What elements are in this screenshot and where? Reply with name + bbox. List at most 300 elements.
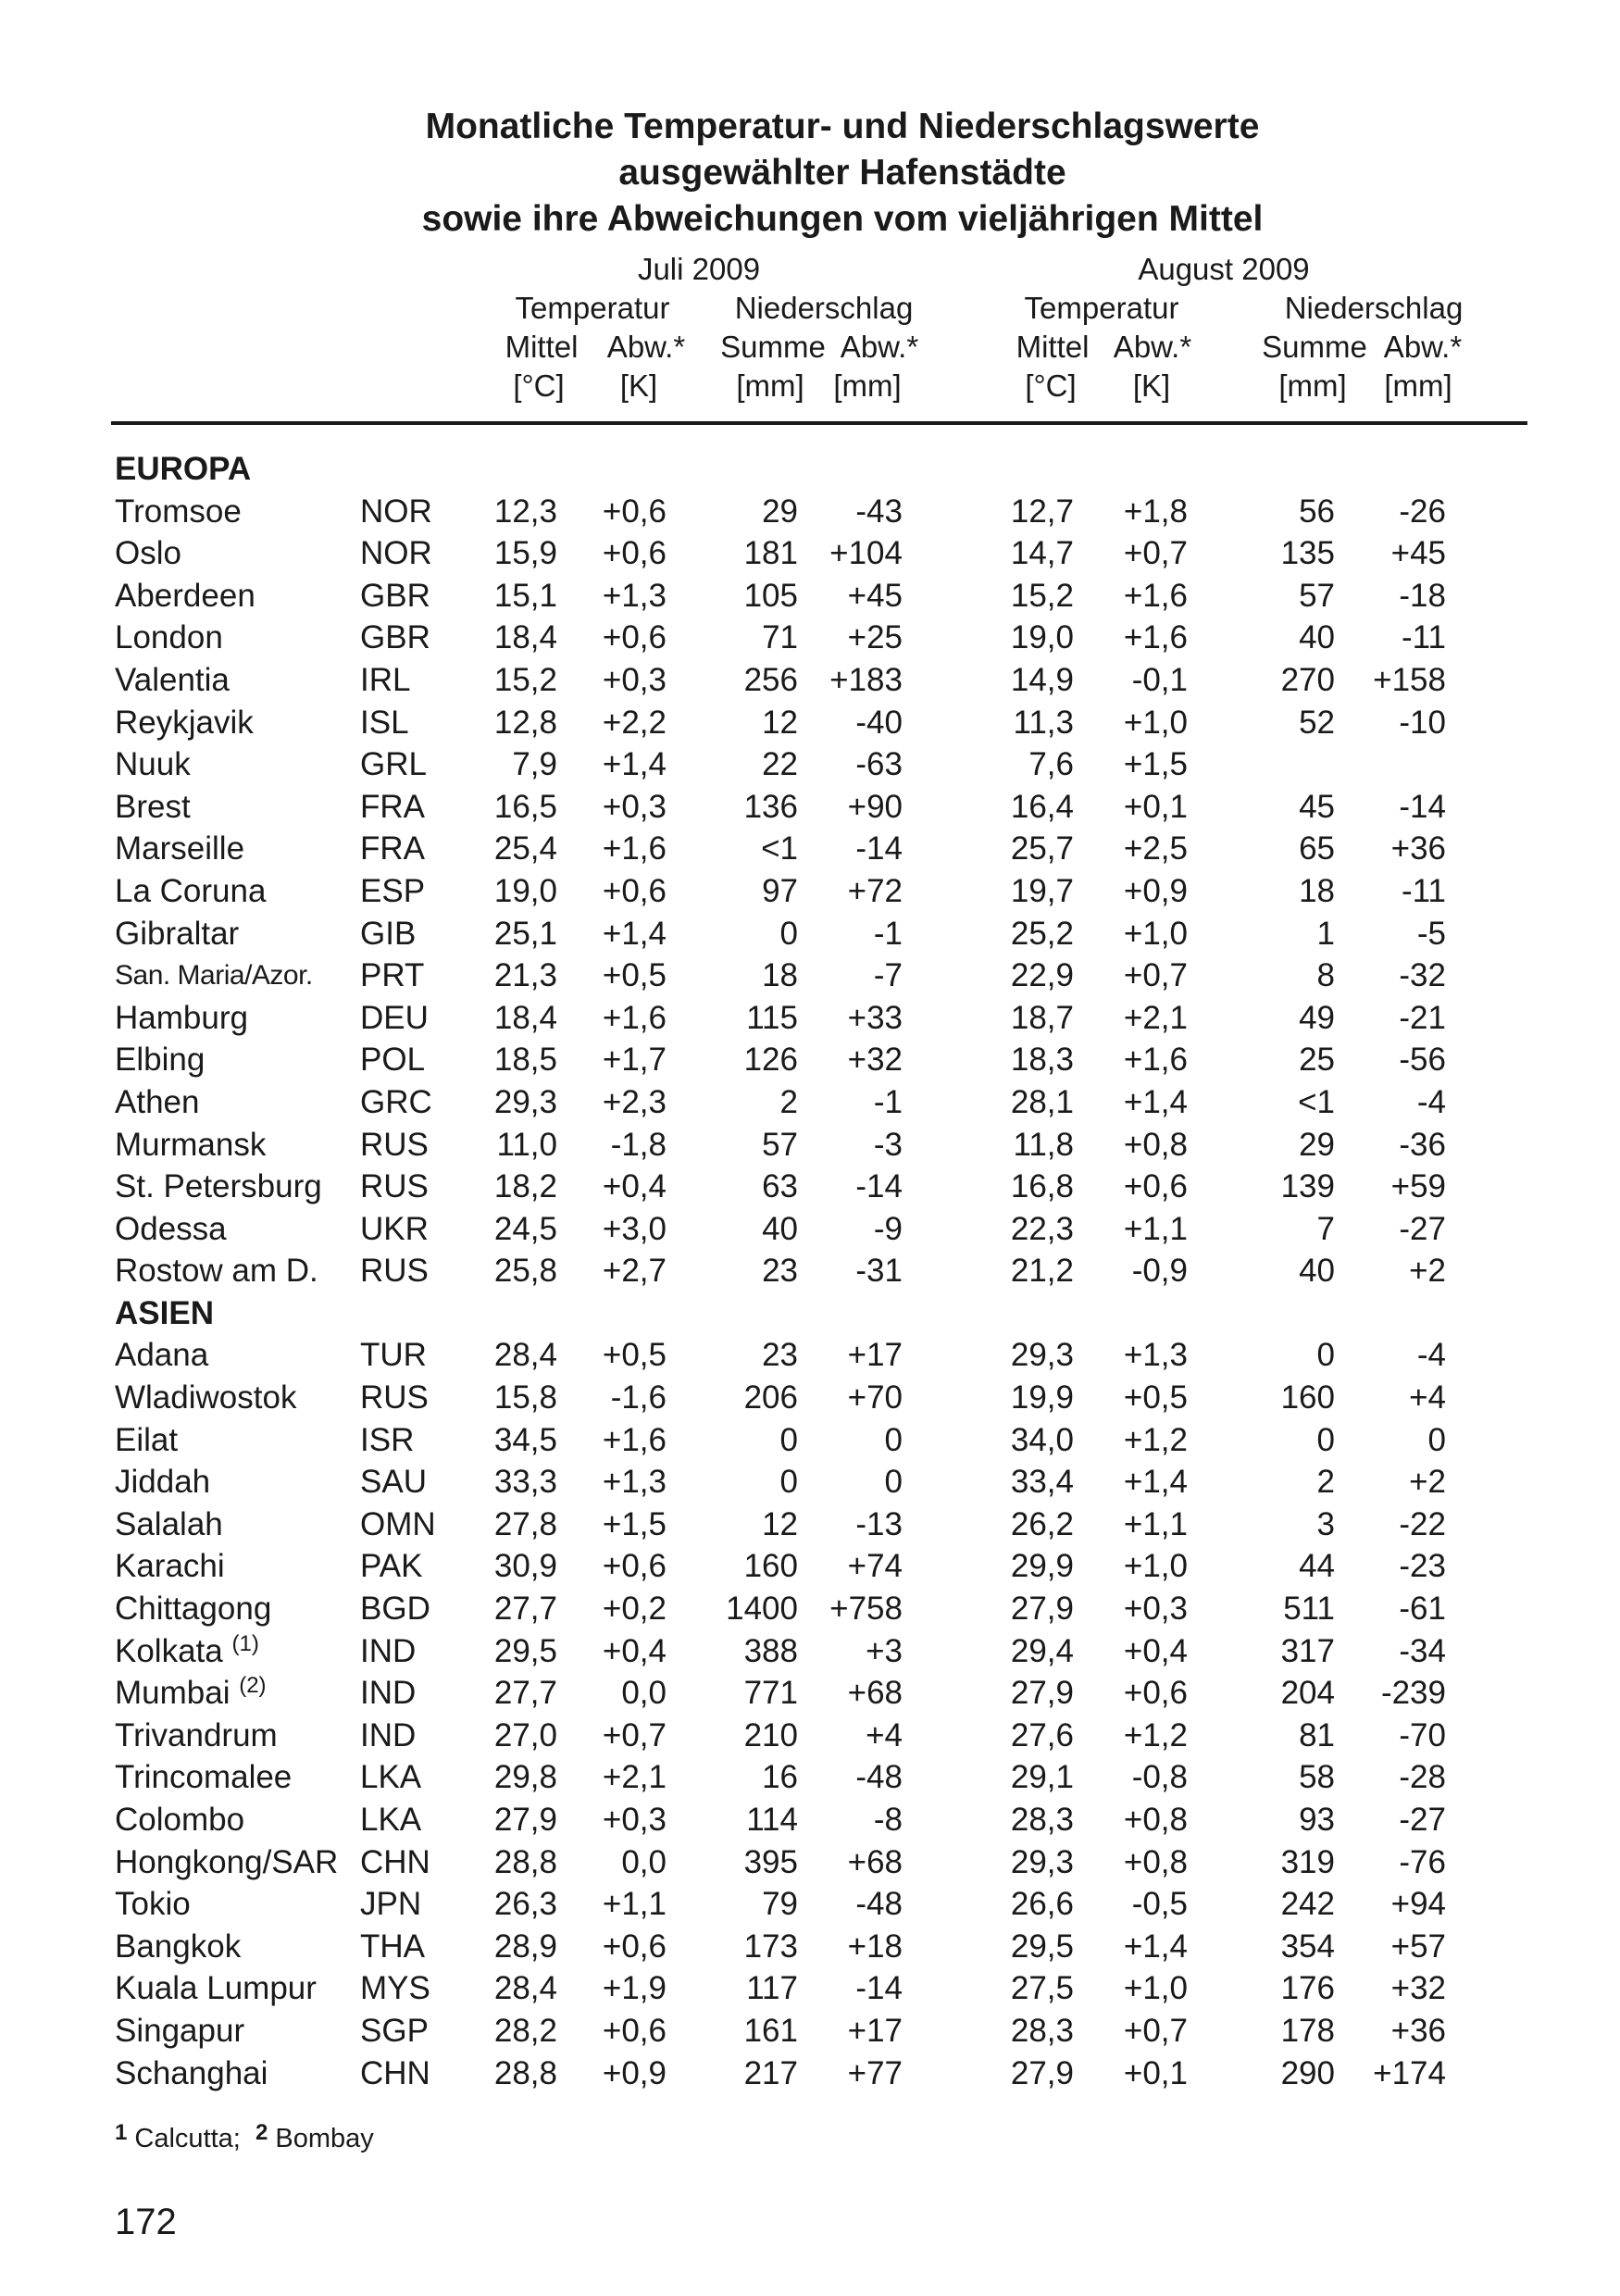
aug-temp-mean: 29,3: [1010, 1337, 1074, 1374]
aug-precip-sum: 1: [1316, 915, 1335, 952]
country-code: IND: [360, 1675, 417, 1712]
jul-temp-mean: 28,4: [493, 1337, 557, 1374]
jul-temp-mean: 27,7: [493, 1675, 557, 1712]
jul-temp-deviation: +2,7: [602, 1253, 667, 1290]
jul-precip-deviation: -63: [855, 746, 903, 783]
country-code: SGP: [360, 2012, 429, 2049]
city-name: [115, 1124, 266, 1167]
header-mittel-jul: Mittel: [505, 330, 579, 364]
country-code: NOR: [360, 535, 432, 572]
jul-temp-mean: 29,5: [493, 1632, 557, 1669]
city-label: Elbing: [115, 1042, 206, 1079]
table-row: [0, 575, 1620, 618]
aug-temp-deviation: +1,6: [1123, 577, 1188, 614]
country-code: ISL: [360, 704, 409, 741]
jul-precip-deviation: +68: [847, 1675, 903, 1712]
city-name: [115, 575, 255, 618]
jul-precip-deviation: +3: [866, 1632, 903, 1669]
footnote-mark-1: 1: [115, 2120, 128, 2145]
aug-temp-deviation: -0,5: [1131, 1886, 1188, 1923]
city-label: Oslo: [115, 535, 181, 572]
jul-temp-deviation: +2,2: [602, 704, 667, 741]
aug-temp-mean: 27,5: [1010, 1970, 1074, 2007]
jul-precip-sum: 63: [762, 1168, 798, 1205]
jul-temp-deviation: +0,6: [602, 493, 667, 530]
jul-temp-mean: 28,4: [493, 1970, 557, 2007]
country-code: POL: [360, 1042, 426, 1079]
jul-temp-mean: 30,9: [493, 1548, 557, 1585]
country-code: PAK: [360, 1548, 423, 1585]
document-title: [0, 104, 1620, 243]
jul-temp-mean: 7,9: [512, 746, 557, 783]
jul-temp-mean: 25,4: [493, 830, 557, 867]
country-code: IRL: [360, 661, 411, 698]
jul-precip-deviation: +18: [847, 1928, 903, 1965]
aug-precip-sum: 204: [1280, 1675, 1335, 1712]
aug-precip-sum: 29: [1299, 1126, 1335, 1163]
aug-precip-deviation: -18: [1399, 577, 1446, 614]
aug-precip-deviation: -14: [1399, 788, 1446, 825]
section-name: EUROPA: [115, 451, 252, 487]
jul-temp-mean: 28,9: [493, 1928, 557, 1965]
jul-precip-deviation: +68: [847, 1843, 903, 1880]
city-label: Adana: [115, 1337, 209, 1374]
jul-precip-deviation: -7: [873, 957, 903, 994]
city-label: Hongkong/SAR: [115, 1843, 339, 1880]
jul-temp-mean: 11,0: [496, 1126, 557, 1163]
jul-precip-deviation: +17: [847, 1337, 903, 1374]
aug-precip-deviation: +45: [1390, 535, 1446, 572]
country-code: NOR: [360, 493, 432, 530]
country-code: SAU: [360, 1464, 427, 1501]
jul-temp-deviation: +0,3: [602, 788, 667, 825]
header-temperatur-jul: Temperatur: [515, 291, 670, 325]
aug-precip-deviation: -5: [1416, 915, 1446, 952]
table-row: [0, 2053, 1620, 2095]
aug-temp-deviation: +1,2: [1123, 1421, 1188, 1458]
city-label: St. Petersburg: [115, 1168, 322, 1205]
city-label: Eilat: [115, 1421, 179, 1458]
aug-temp-deviation: +1,0: [1123, 1548, 1188, 1585]
city-label: Hamburg: [115, 999, 248, 1036]
header-summe-aug: Summe: [1262, 330, 1367, 364]
jul-precip-sum: 0: [779, 915, 798, 952]
jul-precip-deviation: +183: [829, 661, 903, 698]
aug-temp-deviation: +1,5: [1123, 746, 1188, 783]
aug-temp-mean: 12,7: [1010, 493, 1074, 530]
city-name: [115, 491, 242, 533]
title-line-1: Monatliche Temperatur- und Niederschlagswerte: [425, 106, 1260, 146]
city-label: Marseille: [115, 830, 245, 867]
table-row: [0, 1039, 1620, 1081]
city-label: Jiddah: [115, 1464, 211, 1501]
jul-precip-sum: 29: [762, 493, 798, 530]
city-label: Chittagong: [115, 1591, 272, 1628]
city-label: La Coruna: [115, 872, 267, 909]
aug-precip-deviation: -11: [1402, 619, 1446, 656]
aug-temp-mean: 29,9: [1010, 1548, 1074, 1585]
aug-temp-mean: 29,3: [1010, 1843, 1074, 1880]
country-code: GBR: [360, 619, 430, 656]
aug-temp-deviation: +1,2: [1123, 1716, 1188, 1753]
city-name: [115, 955, 313, 997]
country-code: RUS: [360, 1253, 429, 1290]
city-name: [115, 532, 181, 575]
aug-temp-deviation: +0,7: [1123, 957, 1188, 994]
aug-temp-deviation: +0,7: [1123, 535, 1188, 572]
aug-precip-deviation: +2: [1409, 1464, 1446, 1501]
country-code: CHN: [360, 2054, 430, 2091]
header-mittel-aug: Mittel: [1016, 330, 1090, 364]
aug-precip-sum: 0: [1316, 1337, 1335, 1374]
aug-temp-deviation: +0,7: [1123, 2012, 1188, 2049]
jul-precip-sum: 0: [779, 1421, 798, 1458]
aug-temp-mean: 22,9: [1010, 957, 1074, 994]
aug-temp-mean: 16,8: [1010, 1168, 1074, 1205]
unit-k-jul: [K]: [619, 368, 658, 403]
jul-temp-deviation: +0,5: [602, 1337, 667, 1374]
aug-precip-sum: 0: [1316, 1421, 1335, 1458]
aug-temp-deviation: +0,5: [1123, 1379, 1188, 1416]
jul-precip-sum: 136: [743, 788, 798, 825]
city-label: Mumbai: [115, 1675, 231, 1712]
city-label: Schanghai: [115, 2054, 268, 2091]
city-name: [115, 786, 191, 829]
country-code: RUS: [360, 1379, 429, 1416]
jul-precip-sum: <1: [761, 830, 798, 867]
table-row: [0, 1208, 1620, 1251]
jul-temp-deviation: +1,4: [602, 915, 667, 952]
jul-temp-mean: 24,5: [493, 1210, 557, 1247]
jul-precip-deviation: -48: [855, 1759, 903, 1796]
page-number: 172: [115, 2202, 177, 2242]
city-name: [115, 1208, 227, 1251]
table-row: [0, 1841, 1620, 1884]
aug-precip-sum: 40: [1299, 619, 1335, 656]
city-label: Colombo: [115, 1802, 245, 1838]
aug-temp-mean: 26,2: [1010, 1505, 1074, 1542]
jul-temp-deviation: +1,3: [602, 1464, 667, 1501]
aug-precip-deviation: -27: [1399, 1210, 1446, 1247]
header-summe-jul: Summe: [720, 330, 826, 364]
jul-temp-mean: 29,3: [493, 1083, 557, 1120]
aug-precip-sum: 45: [1299, 788, 1335, 825]
city-name: [115, 1250, 318, 1292]
aug-precip-sum: <1: [1298, 1083, 1335, 1120]
aug-precip-deviation: -34: [1399, 1632, 1446, 1669]
city-label: Rostow am D.: [115, 1253, 318, 1290]
jul-temp-mean: 33,3: [493, 1464, 557, 1501]
table-row: [0, 532, 1620, 575]
jul-temp-mean: 15,2: [493, 661, 557, 698]
jul-precip-deviation: 0: [884, 1421, 903, 1458]
jul-precip-sum: 126: [743, 1042, 798, 1079]
country-code: FRA: [360, 830, 425, 867]
jul-precip-sum: 173: [743, 1928, 798, 1965]
city-name: [115, 1419, 178, 1462]
section-header: [0, 1292, 1620, 1335]
country-code: FRA: [360, 788, 425, 825]
aug-precip-sum: 178: [1280, 2012, 1335, 2049]
table-row: [0, 1504, 1620, 1546]
jul-temp-mean: 27,0: [493, 1716, 557, 1753]
aug-precip-deviation: +174: [1373, 2054, 1446, 2091]
jul-precip-deviation: +758: [829, 1591, 903, 1628]
table-row: [0, 1081, 1620, 1124]
country-code: DEU: [360, 999, 429, 1036]
jul-precip-sum: 2: [779, 1083, 798, 1120]
aug-precip-sum: 319: [1280, 1843, 1335, 1880]
jul-temp-mean: 25,1: [493, 915, 557, 952]
city-label: Singapur: [115, 2012, 245, 2049]
table-row: [0, 1461, 1620, 1504]
aug-temp-deviation: +0,8: [1123, 1843, 1188, 1880]
jul-temp-mean: 28,8: [493, 1843, 557, 1880]
unit-mm-abw-jul: [mm]: [833, 368, 902, 403]
city-label: Aberdeen: [115, 577, 255, 614]
aug-temp-mean: 29,5: [1010, 1928, 1074, 1965]
aug-precip-sum: 81: [1299, 1716, 1335, 1753]
jul-temp-deviation: +0,5: [602, 957, 667, 994]
footnote-ref: (2): [239, 1673, 267, 1699]
aug-precip-sum: 3: [1316, 1505, 1335, 1542]
jul-precip-deviation: +33: [847, 999, 903, 1036]
aug-temp-mean: 33,4: [1010, 1464, 1074, 1501]
aug-precip-deviation: +2: [1409, 1253, 1446, 1290]
period-august: August 2009: [1138, 252, 1310, 286]
table-row: [0, 913, 1620, 955]
jul-precip-sum: 0: [779, 1464, 798, 1501]
country-code: IND: [360, 1632, 417, 1669]
aug-temp-deviation: +0,8: [1123, 1802, 1188, 1838]
aug-precip-sum: 52: [1299, 704, 1335, 741]
aug-precip-sum: 65: [1299, 830, 1335, 867]
city-name: [115, 1166, 322, 1208]
jul-precip-deviation: 0: [884, 1464, 903, 1501]
jul-precip-sum: 114: [746, 1802, 798, 1838]
country-code: GIB: [360, 915, 417, 952]
city-name: [115, 1883, 191, 1926]
jul-precip-deviation: -43: [855, 493, 903, 530]
aug-precip-sum: 25: [1299, 1042, 1335, 1079]
jul-temp-deviation: -1,6: [610, 1379, 667, 1416]
aug-precip-sum: 354: [1280, 1928, 1335, 1965]
aug-temp-deviation: +2,5: [1123, 830, 1188, 867]
aug-temp-deviation: -0,9: [1131, 1253, 1188, 1290]
aug-precip-sum: 135: [1280, 535, 1335, 572]
jul-temp-deviation: +1,4: [602, 746, 667, 783]
jul-temp-deviation: +1,5: [602, 1505, 667, 1542]
country-code: TUR: [360, 1337, 427, 1374]
jul-temp-deviation: +0,6: [602, 535, 667, 572]
jul-precip-deviation: -40: [855, 704, 903, 741]
aug-temp-deviation: -0,1: [1131, 661, 1188, 698]
aug-temp-deviation: +1,3: [1123, 1337, 1188, 1374]
jul-precip-deviation: -9: [873, 1210, 903, 1247]
jul-precip-sum: 79: [762, 1886, 798, 1923]
aug-precip-sum: 57: [1299, 577, 1335, 614]
aug-temp-mean: 29,4: [1010, 1632, 1074, 1669]
city-label: London: [115, 619, 223, 656]
country-code: LKA: [360, 1802, 422, 1838]
table-row: [0, 1377, 1620, 1419]
table-row: [0, 1756, 1620, 1799]
aug-precip-sum: 176: [1280, 1970, 1335, 2007]
jul-temp-deviation: +2,1: [602, 1759, 667, 1796]
country-code: JPN: [360, 1886, 422, 1923]
city-label: Athen: [115, 1083, 200, 1120]
aug-temp-deviation: +0,8: [1123, 1126, 1188, 1163]
table-row: [0, 828, 1620, 870]
city-name: [115, 1377, 296, 1419]
country-code: GRL: [360, 746, 427, 783]
table-row: [0, 617, 1620, 659]
aug-temp-deviation: +1,6: [1123, 619, 1188, 656]
aug-precip-sum: 40: [1299, 1253, 1335, 1290]
country-code: LKA: [360, 1759, 422, 1796]
jul-temp-mean: 29,8: [493, 1759, 557, 1796]
aug-precip-deviation: -23: [1399, 1548, 1446, 1585]
country-code: GBR: [360, 577, 430, 614]
aug-precip-deviation: -32: [1399, 957, 1446, 994]
jul-temp-deviation: +1,7: [602, 1042, 667, 1079]
aug-temp-deviation: +0,9: [1123, 872, 1188, 909]
aug-temp-deviation: +1,0: [1123, 915, 1188, 952]
jul-precip-deviation: +70: [847, 1379, 903, 1416]
jul-precip-deviation: -14: [855, 1168, 903, 1205]
jul-temp-mean: 28,8: [493, 2054, 557, 2091]
aug-temp-deviation: +1,6: [1123, 1042, 1188, 1079]
city-name: [115, 1672, 267, 1718]
aug-precip-sum: 93: [1299, 1802, 1335, 1838]
jul-temp-mean: 18,4: [493, 619, 557, 656]
city-name: [115, 870, 266, 913]
aug-precip-sum: 2: [1316, 1464, 1335, 1501]
jul-temp-mean: 18,4: [493, 999, 557, 1036]
unit-k-aug: [K]: [1132, 368, 1171, 403]
city-name: [115, 1039, 205, 1081]
aug-temp-mean: 21,2: [1010, 1253, 1074, 1290]
aug-precip-deviation: -11: [1402, 872, 1446, 909]
city-label: Kuala Lumpur: [115, 1970, 317, 2007]
jul-temp-deviation: -1,8: [610, 1126, 667, 1163]
unit-mm-sum-jul: [mm]: [736, 368, 804, 403]
aug-precip-deviation: -239: [1380, 1675, 1446, 1712]
country-code: GRC: [360, 1083, 432, 1120]
jul-temp-deviation: +1,1: [602, 1886, 667, 1923]
country-code: OMN: [360, 1505, 436, 1542]
aug-precip-deviation: +36: [1390, 830, 1446, 867]
title-line-3: sowie ihre Abweichungen vom vieljährigen Mittel: [421, 199, 1264, 239]
footnote-ref: (1): [231, 1630, 259, 1656]
aug-temp-mean: 34,0: [1010, 1421, 1074, 1458]
jul-temp-deviation: +1,6: [602, 1421, 667, 1458]
jul-temp-mean: 27,9: [493, 1802, 557, 1838]
aug-temp-deviation: +1,1: [1123, 1505, 1188, 1542]
jul-precip-sum: 217: [743, 2054, 798, 2091]
jul-precip-sum: 181: [743, 535, 798, 572]
jul-precip-sum: 388: [743, 1632, 798, 1669]
data-table: [0, 448, 1620, 2094]
header-abw-temp-aug: Abw.*: [1113, 330, 1192, 364]
jul-precip-deviation: +104: [829, 535, 903, 572]
table-row: [0, 1883, 1620, 1926]
aug-temp-deviation: +1,1: [1123, 1210, 1188, 1247]
city-name: [115, 617, 223, 659]
period-july: Juli 2009: [637, 252, 761, 286]
aug-temp-mean: 19,7: [1010, 872, 1074, 909]
city-label: Nuuk: [115, 746, 191, 783]
city-name: [115, 1461, 210, 1504]
city-label: Trincomalee: [115, 1759, 293, 1796]
jul-precip-sum: 97: [762, 872, 798, 909]
aug-temp-mean: 18,7: [1010, 999, 1074, 1036]
jul-precip-deviation: -3: [873, 1126, 903, 1163]
jul-precip-deviation: -31: [855, 1253, 903, 1290]
jul-temp-deviation: +0,3: [602, 1802, 667, 1838]
jul-temp-deviation: +2,3: [602, 1083, 667, 1120]
header-temperatur-aug: Temperatur: [1024, 291, 1179, 325]
jul-precip-sum: 71: [762, 619, 798, 656]
jul-temp-deviation: +0,9: [602, 2054, 667, 2091]
jul-precip-sum: 210: [743, 1716, 798, 1753]
jul-temp-mean: 16,5: [493, 788, 557, 825]
jul-precip-deviation: -8: [873, 1802, 903, 1838]
aug-temp-mean: 27,9: [1010, 2054, 1074, 2091]
city-name: [115, 1334, 208, 1377]
aug-precip-deviation: +4: [1409, 1379, 1446, 1416]
jul-precip-sum: 771: [743, 1675, 798, 1712]
aug-precip-deviation: -27: [1399, 1802, 1446, 1838]
aug-temp-deviation: +1,0: [1123, 1970, 1188, 2007]
country-code: BGD: [360, 1591, 430, 1628]
table-row: [0, 870, 1620, 913]
aug-precip-sum: 160: [1280, 1379, 1335, 1416]
aug-temp-deviation: +1,8: [1123, 493, 1188, 530]
jul-precip-sum: 160: [743, 1548, 798, 1585]
aug-temp-deviation: +0,4: [1123, 1632, 1188, 1669]
city-label: Kolkata: [115, 1632, 223, 1669]
table-row: [0, 1545, 1620, 1588]
aug-temp-mean: 27,9: [1010, 1591, 1074, 1628]
table-row: [0, 702, 1620, 744]
table-row: [0, 1334, 1620, 1377]
header-niederschlag-aug: Niederschlag: [1284, 291, 1464, 325]
jul-precip-deviation: +77: [847, 2054, 903, 2091]
aug-precip-sum: 290: [1280, 2054, 1335, 2091]
aug-temp-mean: 15,2: [1010, 577, 1074, 614]
jul-precip-deviation: +90: [847, 788, 903, 825]
jul-precip-deviation: -14: [855, 830, 903, 867]
country-code: IND: [360, 1716, 417, 1753]
city-name: [115, 1715, 278, 1757]
jul-temp-mean: 18,5: [493, 1042, 557, 1079]
header-abw-nied-jul: Abw.*: [840, 330, 919, 364]
aug-precip-deviation: -70: [1399, 1716, 1446, 1753]
aug-precip-sum: 317: [1280, 1632, 1335, 1669]
country-code: RUS: [360, 1168, 429, 1205]
city-name: [115, 1841, 338, 1884]
country-code: PRT: [360, 957, 425, 994]
jul-temp-deviation: +0,7: [602, 1716, 667, 1753]
aug-temp-deviation: +0,6: [1123, 1168, 1188, 1205]
aug-precip-deviation: -61: [1399, 1591, 1446, 1628]
jul-temp-deviation: +1,3: [602, 577, 667, 614]
aug-temp-mean: 18,3: [1010, 1042, 1074, 1079]
header-rule: [111, 421, 1527, 425]
jul-temp-deviation: 0,0: [621, 1675, 667, 1712]
aug-precip-sum: 270: [1280, 661, 1335, 698]
